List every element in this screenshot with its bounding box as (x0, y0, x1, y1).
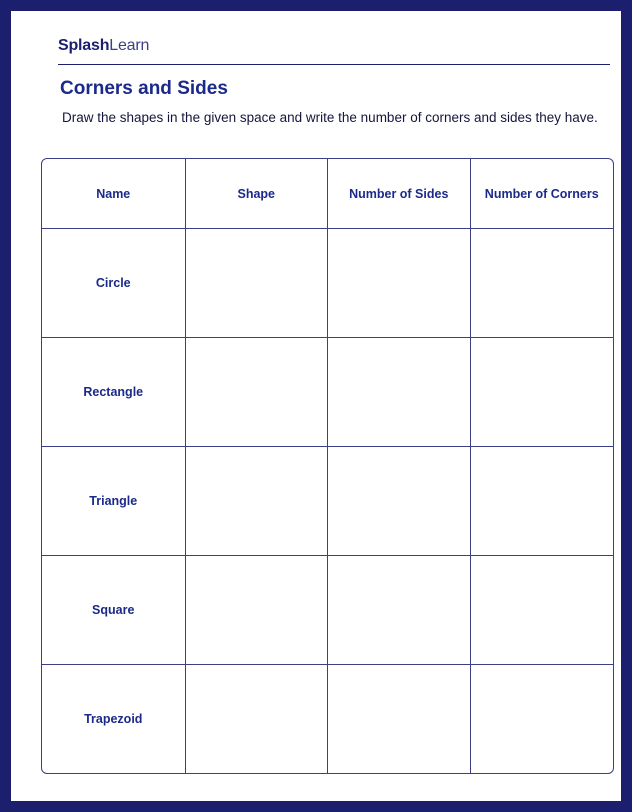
column-header-name: Name (96, 186, 131, 201)
answer-cell-sides-rectangle[interactable] (327, 338, 470, 446)
answer-cell-shape-square[interactable] (185, 556, 328, 664)
table-header-row (42, 159, 613, 228)
row-label-triangle: Triangle (89, 494, 138, 508)
table-row (42, 446, 613, 555)
shapes-table (41, 158, 614, 774)
table-row (42, 555, 613, 664)
row-label-circle: Circle (95, 276, 131, 290)
answer-cell-corners-trapezoid[interactable] (470, 665, 614, 773)
table-row (42, 664, 613, 773)
header-divider (58, 64, 610, 65)
table-row (42, 337, 613, 446)
answer-cell-shape-trapezoid[interactable] (185, 665, 328, 773)
row-label-trapezoid: Trapezoid (84, 712, 143, 726)
splashlearn-logo (58, 37, 149, 55)
worksheet-content (22, 22, 610, 790)
table-row (42, 228, 613, 337)
answer-cell-corners-square[interactable] (470, 556, 614, 664)
column-header-number-of-corners: Number of Corners (470, 159, 614, 228)
instructions-text: Draw the shapes in the given space and write the number of corners and sides they have. (62, 110, 598, 125)
answer-cell-sides-trapezoid[interactable] (327, 665, 470, 773)
answer-cell-sides-square[interactable] (327, 556, 470, 664)
answer-cell-sides-circle[interactable] (327, 229, 470, 337)
answer-cell-corners-circle[interactable] (470, 229, 614, 337)
logo-text-learn: Learn (109, 37, 150, 54)
page-title: Corners and Sides (60, 78, 228, 99)
answer-cell-shape-circle[interactable] (185, 229, 328, 337)
answer-cell-shape-rectangle[interactable] (185, 338, 328, 446)
answer-cell-corners-triangle[interactable] (470, 447, 614, 555)
row-label-square: Square (92, 603, 135, 617)
answer-cell-corners-rectangle[interactable] (470, 338, 614, 446)
column-header-shape: Shape (185, 159, 328, 228)
answer-cell-shape-triangle[interactable] (185, 447, 328, 555)
logo-text-splash: Splash (58, 37, 110, 54)
column-header-number-of-sides: Number of Sides (327, 159, 470, 228)
row-label-rectangle: Rectangle (83, 385, 144, 399)
answer-cell-sides-triangle[interactable] (327, 447, 470, 555)
